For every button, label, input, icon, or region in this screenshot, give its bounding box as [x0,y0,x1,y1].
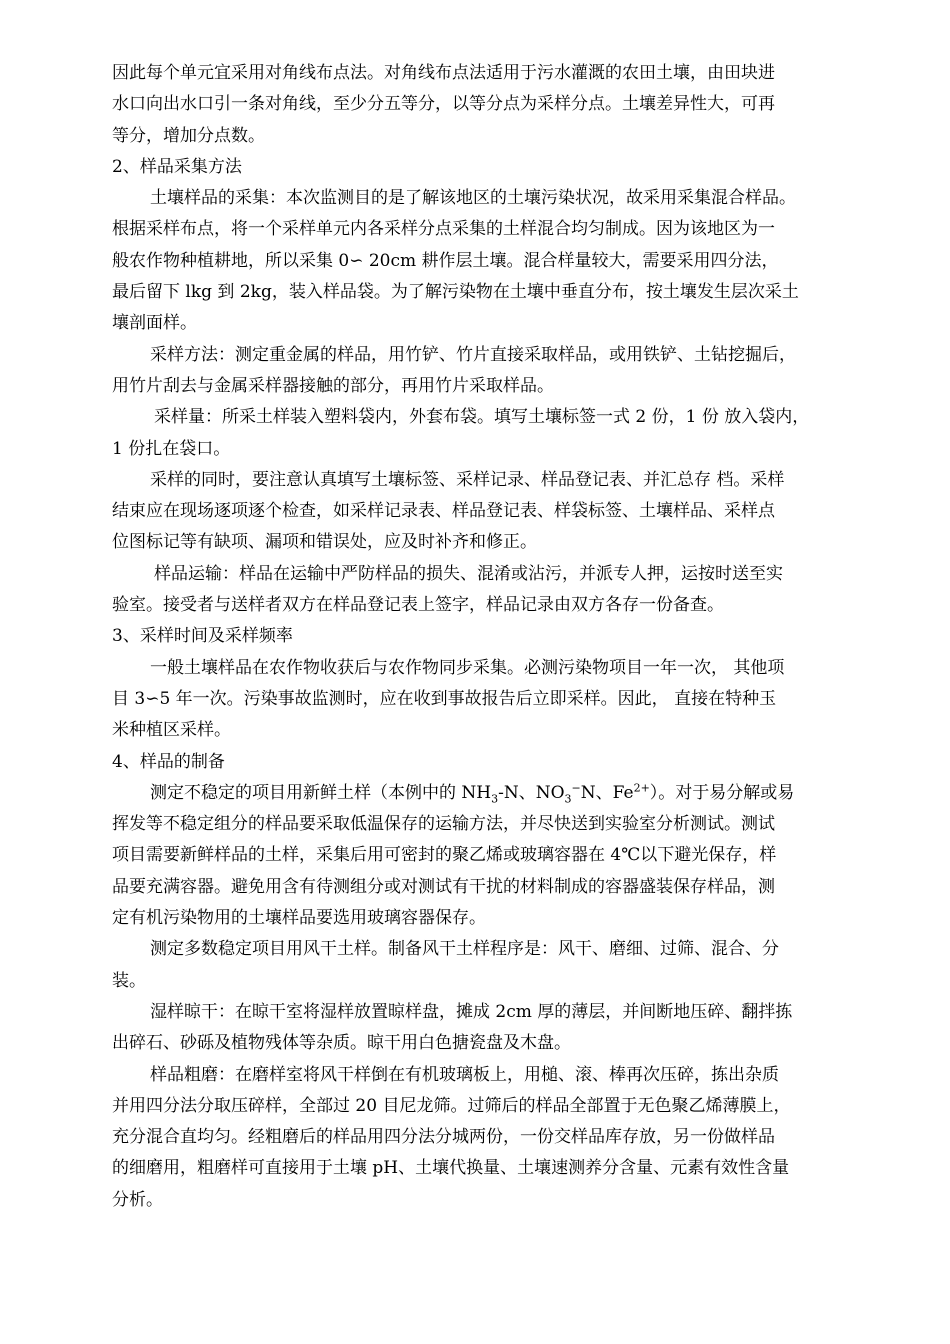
text-line: 因此每个单元宜采用对角线布点法。对角线布点法适用于污水灌溉的农田土壤，由田块进 [112,63,775,83]
text-line: 充分混合直均匀。经粗磨后的样品用四分法分城两份，一份交样品库存放，另一份做样品 [112,1127,775,1148]
superscript: 2+ [633,781,650,795]
formula-line [112,778,880,809]
paragraph-start: 采样方法：测定重金属的样品，用竹铲、竹片直接采取样品，或用铁铲、土钻挖掘后， [150,344,796,365]
text-line: 般农作物种植耕地，所以采集 0∽ 20cm 耕作层土壤。混合样量较大，需要采用四分法， [112,250,779,271]
formula-text: N、Fe [580,782,634,803]
subscript: 3 [564,792,572,806]
text-line: 位图标记等有缺项、漏项和错误处，应及时补齐和修正。 [112,532,537,553]
paragraph-start: 湿样晾干：在晾干室将湿样放置晾样盘，摊成 2cm 厚的薄层，并间断地压碎、翻拌拣 [150,1001,793,1022]
text-line: 分析。 [112,1189,163,1210]
paragraph-start: 采样量：所采土样装入塑料袋内，外套布袋。填写土壤标签一式 2 份，1 份 放入袋内， [154,407,810,428]
formula-text: -N、NO [498,782,565,803]
subscript: 3 [491,792,499,806]
text-line: 等分，增加分点数。 [112,125,265,146]
formula-prefix: 测定不稳定的项目用新鲜土样（本例中的 NH [150,782,492,803]
section-heading: 2、样品采集方法 [112,156,242,177]
paragraph-start: 采样的同时，要注意认真填写土壤标签、采样记录、样品登记表、并汇总存 档。采样 [150,469,785,490]
text-line: 并用四分法分取压碎样，全部过 20 目尼龙筛。过筛后的样品全部置于无色聚乙烯薄膜上， [112,1095,791,1116]
text-line: 根据采样布点，将一个采样单元内各采样分点采集的土样混合均匀制成。因为该地区为一 [112,219,775,240]
text-line: 挥发等不稳定组分的样品要采取低温保存的运输方法，并尽快送到实验室分析测试。测试 [112,814,775,835]
text-line: 用竹片刮去与金属采样器接触的部分，再用竹片采取样品。 [112,375,554,396]
paragraph-start: 土壤样品的采集：本次监测目的是了解该地区的土壤污染状况，故采用采集混合样品。 [150,188,796,209]
text-line: 装。 [112,970,146,991]
section-heading: 3、采样时间及采样频率 [112,626,293,647]
paragraph-start: 一般土壤样品在农作物收获后与农作物同步采集。必测污染物项目一年一次， 其他项 [150,657,785,678]
text-line: 目 3∽5 年一次。污染事故监测时，应在收到事故报告后立即采样。因此， 直接在特种玉 [112,688,777,709]
formula-tail: ）。对于易分解或易 [649,782,795,803]
paragraph-start: 样品粗磨：在磨样室将风干样倒在有机玻璃板上，用槌、滚、棒再次压碎，拣出杂质 [150,1064,779,1085]
section-heading: 4、样品的制备 [112,751,225,772]
text-line: 定有机污染物用的土壤样品要选用玻璃容器保存。 [112,908,486,929]
superscript: − [571,781,581,795]
paragraph-start: 样品运输：样品在运输中严防样品的损失、混淆或沾污，并派专人押，运按时送至实 [154,563,783,584]
text-line: 水口向出水口引一条对角线，至少分五等分，以等分点为采样分点。土壤差异性大，可再 [112,94,775,115]
text-line: 最后留下 lkg 到 2kg，装入样品袋。为了解污染物在土壤中垂直分布，按土壤发生层次采土 [112,282,799,303]
text-line: 项目需要新鲜样品的土样，采集后用可密封的聚乙烯或玻璃容器在 4℃以下避光保存，样 [112,845,777,866]
text-line: 壤剖面样。 [112,313,197,334]
text-line: 1 份扎在袋口。 [112,438,231,459]
text-line: 米种植区采样。 [112,720,231,741]
text-line: 品要充满容器。避免用含有待测组分或对测试有干扰的材料制成的容器盛装保存样品，测 [112,876,775,897]
text-line: 出碎石、砂砾及植物残体等杂质。晾干用白色搪瓷盘及木盘。 [112,1033,571,1054]
text-line: 验室。接受者与送样者双方在样品登记表上签字，样品记录由双方各存一份备查。 [112,595,724,616]
text-line: 结束应在现场逐项逐个检查，如采样记录表、样品登记表、样袋标签、土壤样品、采样点 [112,501,775,522]
paragraph-start: 测定多数稳定项目用风干土样。制备风干土样程序是：风干、磨细、过筛、混合、分 [150,939,779,960]
text-line: 的细磨用，粗磨样可直接用于土壤 pH、土壤代换量、土壤速测养分含量、元素有效性含量 [112,1158,790,1179]
